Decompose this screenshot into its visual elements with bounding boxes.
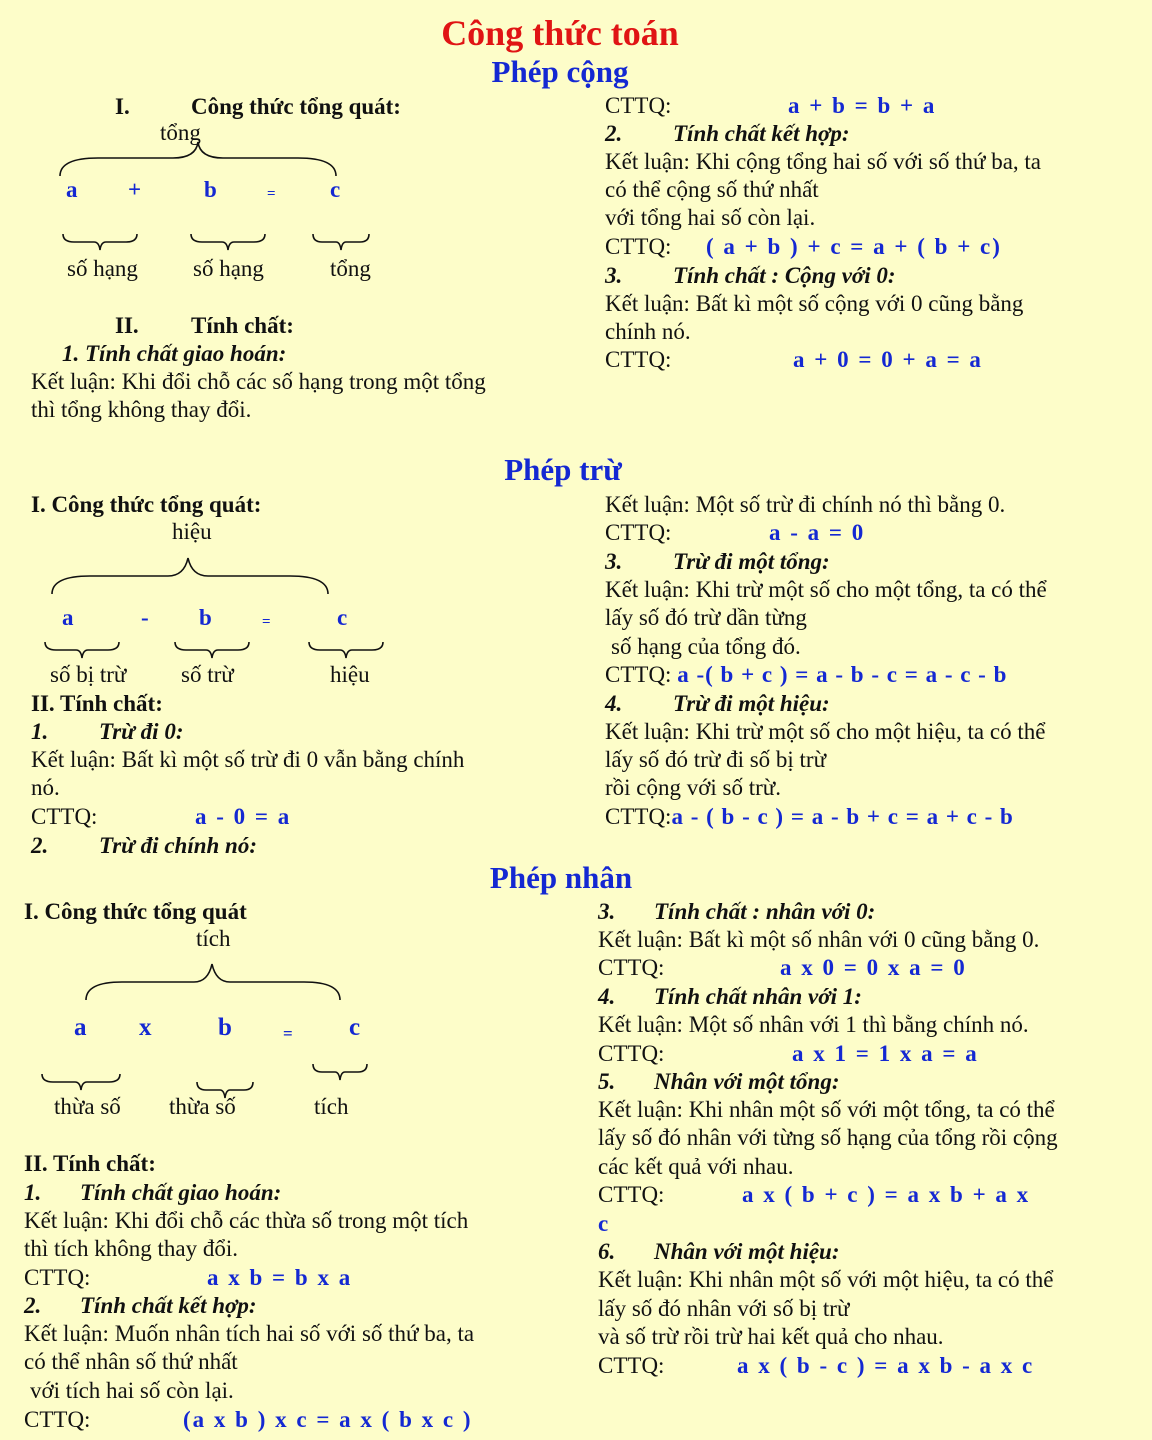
addition-var-a: a bbox=[66, 177, 78, 202]
multiplication-prop6-text: và số trừ rồi trừ hai kết quả cho nhau. bbox=[598, 1324, 944, 1349]
multiplication-prop1-text: Kết luận: Khi đổi chỗ các thừa số trong một tích bbox=[24, 1208, 469, 1233]
subtraction-equals: = bbox=[262, 614, 271, 630]
multiplication-op-times: x bbox=[139, 1014, 152, 1041]
multiplication-prop6-cttq-label: CTTQ: bbox=[598, 1353, 665, 1378]
multiplication-label-product: tích bbox=[314, 1094, 349, 1119]
prop-number: 4. bbox=[598, 984, 616, 1009]
cttq-label: CTTQ: bbox=[605, 662, 672, 687]
multiplication-brace-3 bbox=[312, 1062, 368, 1082]
prop-title: Tính chất kết hợp: bbox=[80, 1293, 257, 1318]
multiplication-prop4-cttq-label: CTTQ: bbox=[598, 1041, 665, 1066]
addition-prop1-formula: a + b = b + a bbox=[788, 93, 937, 118]
addition-prop2-formula: ( a + b ) + c = a + ( b + c) bbox=[706, 234, 1002, 259]
section-number: I. bbox=[115, 94, 130, 119]
subtraction-var-b: b bbox=[199, 605, 212, 630]
prop-number: 1. bbox=[24, 1180, 42, 1205]
section-title: Tính chất: bbox=[191, 313, 294, 338]
multiplication-prop5-title bbox=[598, 1068, 840, 1096]
addition-prop2-cttq-label: CTTQ: bbox=[605, 234, 672, 259]
multiplication-heading: Phép nhân bbox=[489, 860, 633, 895]
subtraction-label-difference: hiệu bbox=[330, 662, 370, 687]
subtraction-var-c: c bbox=[337, 605, 348, 630]
subtraction-prop2-formula: a - a = 0 bbox=[769, 520, 866, 545]
addition-prop1-cttq-label: CTTQ: bbox=[605, 93, 672, 118]
multiplication-prop6-title bbox=[598, 1238, 840, 1266]
subtraction-prop3-formula: a -( b + c ) = a - b - c = a - c - b bbox=[677, 662, 1008, 687]
multiplication-prop5-formula: a x ( b + c ) = a x b + a x bbox=[742, 1182, 1031, 1207]
multiplication-prop2-text: Kết luận: Muốn nhân tích hai số với số thứ ba, ta bbox=[24, 1321, 475, 1346]
addition-op-plus: + bbox=[128, 177, 142, 202]
multiplication-prop3-cttq-label: CTTQ: bbox=[598, 955, 665, 980]
multiplication-label-factor1: thừa số bbox=[54, 1094, 121, 1119]
prop-number: 1. bbox=[31, 719, 49, 744]
subtraction-prop2-text: Kết luận: Một số trừ đi chính nó thì bằng 0. bbox=[605, 492, 1006, 517]
multiplication-brace-1 bbox=[41, 1072, 121, 1092]
addition-brace-1 bbox=[62, 232, 138, 252]
multiplication-prop4-formula: a x 1 = 1 x a = a bbox=[792, 1041, 979, 1066]
multiplication-equals: = bbox=[283, 1024, 293, 1043]
prop-title: Trừ đi một tổng: bbox=[673, 549, 830, 574]
addition-prop3-text: Kết luận: Bất kì một số cộng với 0 cũng bằng bbox=[605, 291, 1024, 316]
multiplication-var-c: c bbox=[349, 1014, 361, 1041]
subtraction-section2-title: II. Tính chất: bbox=[31, 691, 163, 716]
prop-title: Trừ đi chính nó: bbox=[99, 833, 257, 858]
multiplication-top-label: tích bbox=[196, 926, 231, 951]
addition-prop2-title bbox=[605, 120, 850, 148]
addition-label-term1: số hạng bbox=[67, 256, 138, 281]
addition-section1-title bbox=[115, 93, 401, 121]
prop-number: 6. bbox=[598, 1239, 616, 1264]
addition-prop2-text: có thể cộng số thứ nhất bbox=[605, 177, 819, 202]
prop-title: Trừ đi 0: bbox=[99, 719, 184, 744]
subtraction-op-minus: - bbox=[141, 605, 149, 630]
subtraction-prop4-text: Kết luận: Khi trừ một số cho một hiệu, ta có thể bbox=[605, 719, 1046, 744]
prop-number: 2. bbox=[24, 1293, 42, 1318]
multiplication-prop5-cttq-label: CTTQ: bbox=[598, 1182, 665, 1207]
addition-prop3-title bbox=[605, 262, 896, 290]
addition-brace-3 bbox=[312, 232, 370, 252]
subtraction-label-subtrahend: số trừ bbox=[181, 662, 234, 687]
multiplication-section2-title: II. Tính chất: bbox=[24, 1151, 156, 1176]
addition-var-c: c bbox=[330, 177, 341, 202]
addition-top-brace bbox=[58, 140, 338, 180]
addition-label-sum: tổng bbox=[330, 256, 371, 281]
prop-number: 3. bbox=[605, 549, 623, 574]
prop-title: Nhân với một tổng: bbox=[654, 1069, 840, 1094]
addition-top-label: tổng bbox=[160, 120, 201, 145]
subtraction-prop4-text: lấy số đó trừ đi số bị trừ bbox=[605, 747, 827, 772]
prop-title: Tính chất : Cộng với 0: bbox=[673, 263, 896, 288]
multiplication-prop1-formula: a x b = b x a bbox=[207, 1265, 353, 1290]
prop-title: Tính chất giao hoán: bbox=[80, 1180, 282, 1205]
prop-number: 2. bbox=[31, 833, 49, 858]
subtraction-prop4-title bbox=[605, 690, 830, 718]
subtraction-prop1-title bbox=[31, 718, 183, 746]
addition-label-term2: số hạng bbox=[193, 256, 264, 281]
multiplication-var-b: b bbox=[218, 1014, 232, 1041]
multiplication-prop2-text: với tích hai số còn lại. bbox=[30, 1378, 234, 1403]
addition-section2-title bbox=[115, 312, 294, 340]
subtraction-heading: Phép trừ bbox=[504, 452, 622, 487]
subtraction-prop4-formula: a - ( b - c ) = a - b + c = a + c - b bbox=[671, 804, 1014, 829]
prop-number: 4. bbox=[605, 691, 623, 716]
section-number: II. bbox=[115, 313, 139, 338]
prop-title: Tính chất nhân với 1: bbox=[654, 984, 862, 1009]
section-title: Công thức tổng quát: bbox=[191, 94, 401, 119]
addition-prop1-title: 1. Tính chất giao hoán: bbox=[62, 341, 287, 366]
multiplication-prop1-title bbox=[24, 1179, 281, 1207]
multiplication-section1-title: I. Công thức tổng quát bbox=[24, 899, 247, 924]
cttq-label: CTTQ: bbox=[605, 804, 672, 829]
subtraction-prop3-formula-line bbox=[605, 661, 1007, 689]
multiplication-label-factor2: thừa số bbox=[169, 1094, 236, 1119]
addition-prop1-text: Kết luận: Khi đổi chỗ các số hạng trong một tổng bbox=[31, 369, 486, 394]
multiplication-prop6-formula: a x ( b - c ) = a x b - a x c bbox=[737, 1353, 1035, 1378]
subtraction-prop4-formula-line bbox=[605, 803, 1014, 831]
subtraction-prop1-formula: a - 0 = a bbox=[195, 804, 292, 829]
prop-title: Trừ đi một hiệu: bbox=[673, 691, 830, 716]
multiplication-prop5-text: các kết quả với nhau. bbox=[598, 1154, 794, 1179]
subtraction-prop1-text: Kết luận: Bất kì một số trừ đi 0 vẫn bằng chính bbox=[31, 747, 465, 772]
addition-brace-2 bbox=[190, 232, 266, 252]
prop-number: 3. bbox=[598, 899, 616, 924]
multiplication-prop5-text: lấy số đó nhân với từng số hạng của tổng rồi cộng bbox=[598, 1125, 1058, 1150]
multiplication-prop6-text: Kết luận: Khi nhân một số với một hiệu, ta có thể bbox=[598, 1267, 1054, 1292]
subtraction-section1-title: I. Công thức tổng quát: bbox=[31, 492, 262, 517]
prop-number: 3. bbox=[605, 263, 623, 288]
multiplication-prop5-text: Kết luận: Khi nhân một số với một tổng, ta có thể bbox=[598, 1097, 1055, 1122]
multiplication-prop4-title bbox=[598, 983, 862, 1011]
addition-prop3-cttq-label: CTTQ: bbox=[605, 347, 672, 372]
addition-prop3-text: chính nó. bbox=[605, 319, 691, 344]
multiplication-prop2-formula: (a x b ) x c = a x ( b x c ) bbox=[183, 1407, 473, 1432]
subtraction-top-brace bbox=[50, 556, 330, 598]
multiplication-prop2-cttq-label: CTTQ: bbox=[24, 1407, 91, 1432]
addition-prop2-text: với tổng hai số còn lại. bbox=[605, 205, 816, 230]
multiplication-prop5-formula-cont: c bbox=[598, 1211, 611, 1236]
multiplication-prop1-text: thì tích không thay đổi. bbox=[24, 1236, 239, 1261]
prop-title: Tính chất kết hợp: bbox=[673, 121, 850, 146]
multiplication-prop6-text: lấy số đó nhân với số bị trừ bbox=[598, 1296, 850, 1321]
addition-prop3-formula: a + 0 = 0 + a = a bbox=[793, 347, 983, 372]
subtraction-prop1-text: nó. bbox=[31, 775, 60, 800]
multiplication-var-a: a bbox=[74, 1014, 87, 1041]
addition-prop1-text: thì tổng không thay đổi. bbox=[31, 397, 252, 422]
prop-number: 5. bbox=[598, 1069, 616, 1094]
multiplication-prop3-formula: a x 0 = 0 x a = 0 bbox=[780, 955, 967, 980]
page-title: Công thức toán bbox=[441, 13, 679, 53]
multiplication-prop3-title bbox=[598, 898, 875, 926]
subtraction-brace-1 bbox=[44, 640, 120, 660]
addition-prop2-text: Kết luận: Khi cộng tổng hai số với số thứ ba, ta bbox=[605, 149, 1042, 174]
multiplication-top-brace bbox=[84, 962, 342, 1004]
multiplication-prop2-title bbox=[24, 1292, 257, 1320]
subtraction-prop3-text: lấy số đó trừ dần từng bbox=[605, 605, 807, 630]
subtraction-prop2-cttq-label: CTTQ: bbox=[605, 520, 672, 545]
subtraction-brace-2 bbox=[174, 640, 250, 660]
multiplication-prop1-cttq-label: CTTQ: bbox=[24, 1265, 91, 1290]
addition-heading: Phép cộng bbox=[491, 54, 629, 89]
subtraction-top-label: hiệu bbox=[172, 519, 212, 544]
prop-title: Nhân với một hiệu: bbox=[654, 1239, 840, 1264]
multiplication-prop3-text: Kết luận: Bất kì một số nhân với 0 cũng bằng 0. bbox=[598, 927, 1040, 952]
multiplication-prop4-text: Kết luận: Một số nhân với 1 thì bằng chính nó. bbox=[598, 1012, 1029, 1037]
subtraction-brace-3 bbox=[308, 640, 384, 660]
subtraction-label-minuend: số bị trừ bbox=[50, 662, 127, 687]
subtraction-prop2-title bbox=[31, 832, 257, 860]
multiplication-prop2-text: có thể nhân số thứ nhất bbox=[24, 1349, 238, 1374]
subtraction-prop3-title bbox=[605, 548, 830, 576]
subtraction-prop3-text: Kết luận: Khi trừ một số cho một tổng, ta có thể bbox=[605, 577, 1047, 602]
subtraction-prop4-text: rồi cộng với số trừ. bbox=[605, 775, 782, 800]
subtraction-prop3-text: số hạng của tổng đó. bbox=[611, 634, 801, 659]
prop-number: 2. bbox=[605, 121, 623, 146]
addition-equals: = bbox=[267, 186, 276, 202]
addition-var-b: b bbox=[204, 177, 217, 202]
subtraction-var-a: a bbox=[62, 605, 74, 630]
subtraction-prop1-cttq-label: CTTQ: bbox=[31, 804, 98, 829]
prop-title: Tính chất : nhân với 0: bbox=[654, 899, 876, 924]
